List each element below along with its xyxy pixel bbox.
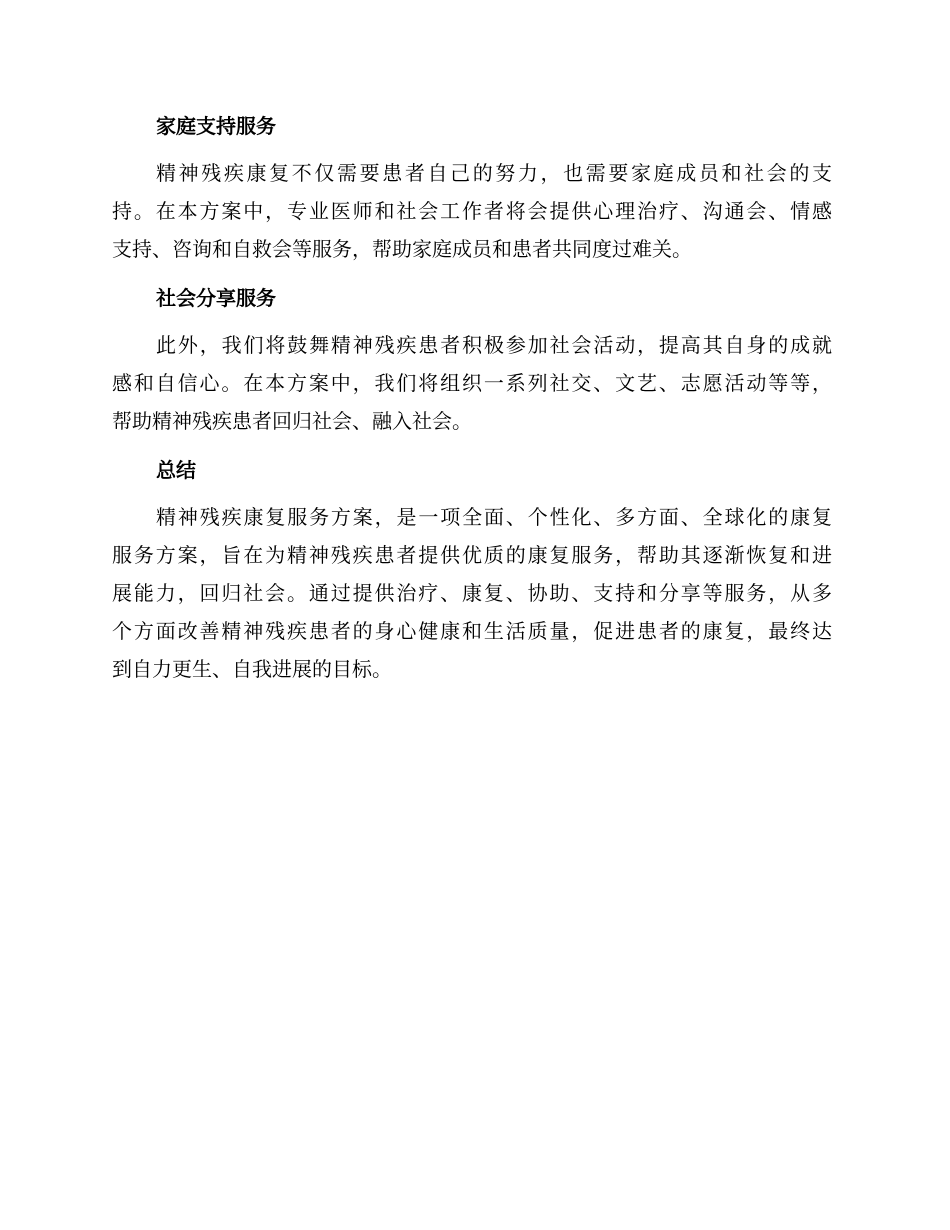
paragraph-line: 个方面改善精神残疾患者的身心健康和生活质量，促进患者的康复，最终达 xyxy=(112,619,832,643)
section-family-support xyxy=(112,108,832,268)
paragraph-line: 展能力，回归社会。通过提供治疗、康复、协助、支持和分享等服务，从多 xyxy=(112,581,832,605)
section-heading: 家庭支持服务 xyxy=(156,114,276,138)
section-summary xyxy=(112,452,832,688)
paragraph-line: 到自力更生、自我进展的目标。 xyxy=(112,657,392,681)
paragraph xyxy=(112,326,832,440)
section-heading: 社会分享服务 xyxy=(156,286,276,310)
paragraph xyxy=(112,498,832,688)
paragraph-line: 持。在本方案中，专业医师和社会工作者将会提供心理治疗、沟通会、情感 xyxy=(112,199,832,223)
paragraph xyxy=(112,154,832,268)
paragraph-line: 精神残疾康复服务方案，是一项全面、个性化、多方面、全球化的康复 xyxy=(156,505,832,529)
section-social-sharing xyxy=(112,280,832,440)
paragraph-line: 感和自信心。在本方案中，我们将组织一系列社交、文艺、志愿活动等等， xyxy=(112,371,832,395)
paragraph-line: 此外，我们将鼓舞精神残疾患者积极参加社会活动，提高其自身的成就 xyxy=(156,333,832,357)
paragraph-line: 精神残疾康复不仅需要患者自己的努力，也需要家庭成员和社会的支 xyxy=(156,161,832,185)
paragraph-line: 帮助精神残疾患者回归社会、融入社会。 xyxy=(112,409,472,433)
paragraph-line: 支持、咨询和自救会等服务，帮助家庭成员和患者共同度过难关。 xyxy=(112,237,692,261)
paragraph-line: 服务方案，旨在为精神残疾患者提供优质的康复服务，帮助其逐渐恢复和进 xyxy=(112,543,832,567)
document-body xyxy=(112,108,832,700)
section-heading: 总结 xyxy=(156,458,196,482)
